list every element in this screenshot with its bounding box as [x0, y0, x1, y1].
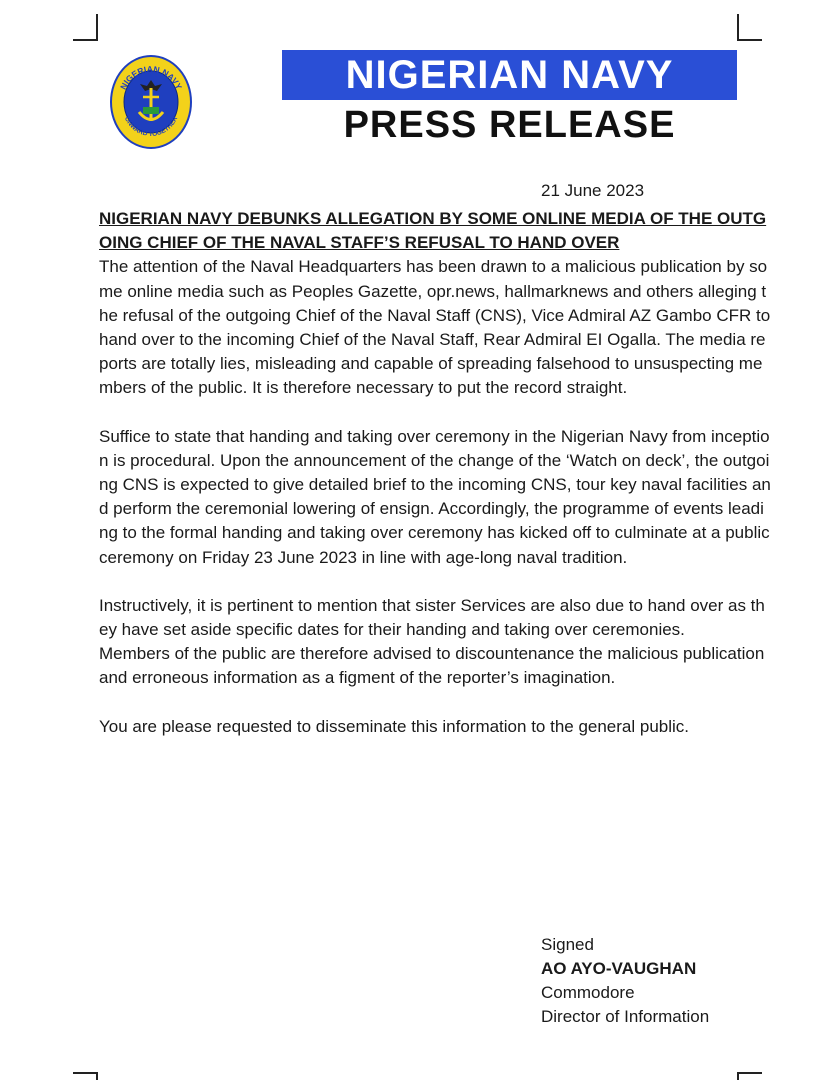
crop-mark-bottom-right — [737, 1072, 762, 1074]
banner-title: NIGERIAN NAVY — [282, 50, 737, 100]
crop-mark-top-right — [737, 39, 762, 41]
paragraph-3: Instructively, it is pertinent to mention that sister Services are also due to hand over as they have set aside specific dates for their handing and taking over ceremonies. — [99, 595, 765, 640]
paragraph-4: Members of the public are therefore advised to discountenance the malicious publication and erroneous information as a figment of the reporter’s imagination. — [99, 644, 765, 688]
signatory-rank: Commodore — [541, 983, 635, 1002]
crop-mark-bottom-right — [737, 1072, 739, 1080]
headline: NIGERIAN NAVY DEBUNKS ALLEGATION BY SOME ONLINE MEDIA OF THE OUTGOING CHIEF OF THE NAVAL STAFF’S REFUSAL TO HAND OVER — [99, 209, 767, 253]
crop-mark-bottom-left — [96, 1072, 98, 1080]
crop-mark-bottom-left — [73, 1072, 98, 1074]
press-release-body — [99, 207, 771, 739]
crop-mark-top-right — [737, 14, 739, 41]
navy-crest-logo — [110, 55, 192, 149]
release-date: 21 June 2023 — [541, 181, 645, 200]
paragraph-1: The attention of the Naval Headquarters has been drawn to a malicious publication by some online media such as Peoples Gazette, opr.news, hallmarknews and others alleging the refusal of the outgoing Chief of the Naval Staff (CNS), Vice Admiral AZ Gambo CFR to hand over to the incoming Chief of the Naval Staff, Rear Admiral EI Ogalla. The media reports are totally lies, misleading and capable of spreading falsehood to unsuspecting members of the public. It is therefore necessary to put the record straight. — [99, 257, 771, 398]
svg-text:ONWARD TOGETHER: ONWARD TOGETHER — [122, 115, 180, 139]
paragraph-2: Suffice to state that handing and taking over ceremony in the Nigerian Navy from inception is procedural. Upon the announcement of the change of the ‘Watch on deck’, the outgoing CNS is expected to give detailed brief to the incoming CNS, tour key naval facilities and perform the ceremonial lowering of ensign. Accordingly, the programme of events leading to the formal handing and taking over ceremony has kicked off to culminate at a public ceremony on Friday 23 June 2023 in line with age-long naval tradition. — [99, 426, 771, 567]
signatory-name: AO AYO-VAUGHAN — [541, 959, 697, 978]
crop-mark-top-left — [73, 39, 98, 41]
press-release-title: PRESS RELEASE — [343, 104, 676, 146]
paragraph-5: You are please requested to disseminate this information to the general public. — [99, 716, 690, 736]
signed-label: Signed — [541, 935, 594, 954]
signature-block — [541, 933, 709, 1029]
svg-text:NIGERIAN NAVY: NIGERIAN NAVY — [117, 63, 185, 92]
crop-mark-top-left — [96, 14, 98, 41]
signatory-title: Director of Information — [541, 1007, 710, 1026]
